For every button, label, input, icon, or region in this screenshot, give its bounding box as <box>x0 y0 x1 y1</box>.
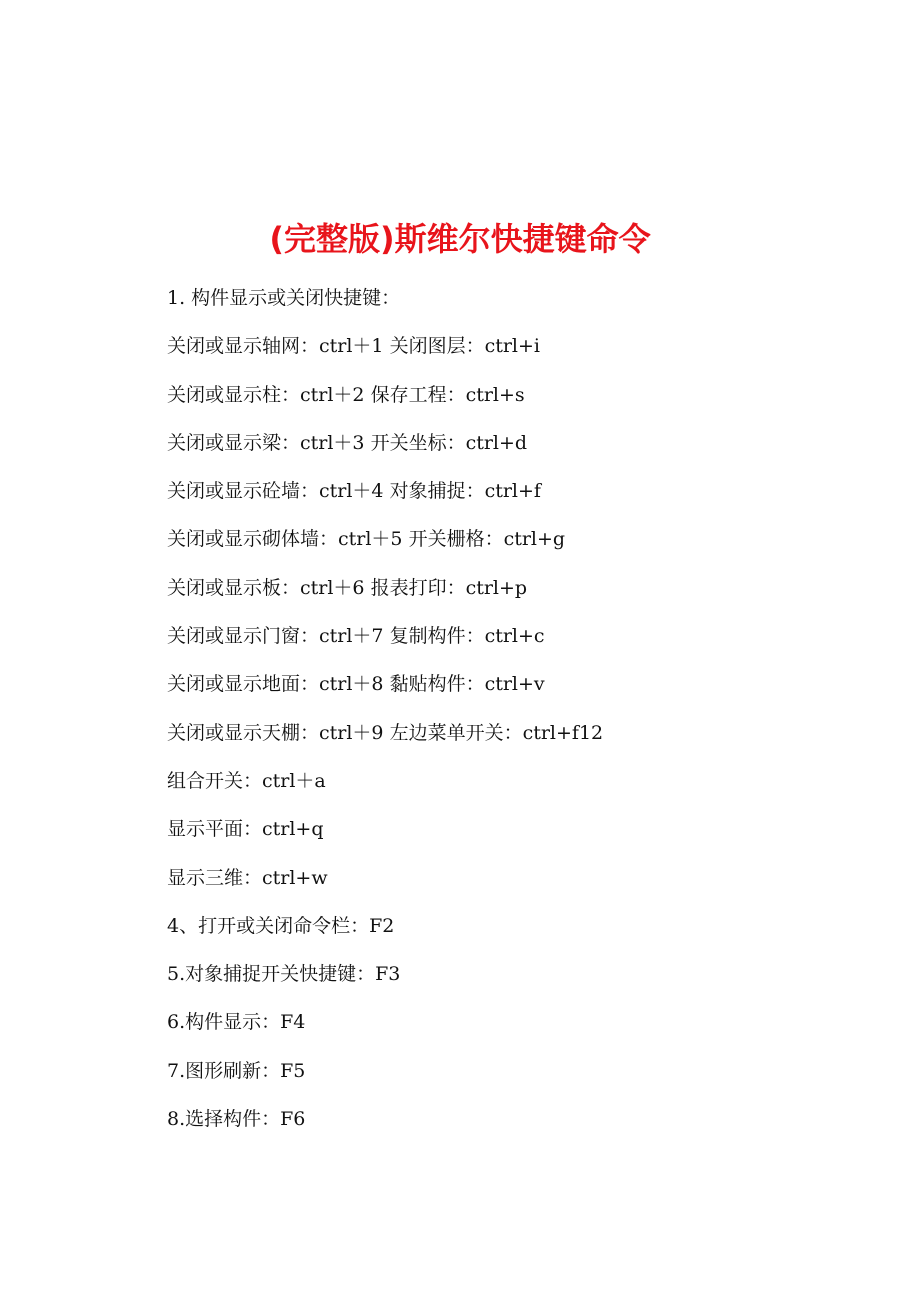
text-line: 8.选择构件：F6 <box>167 1108 306 1131</box>
text-line: 5.对象捕捉开关快捷键：F3 <box>167 963 401 986</box>
text-line: 关闭或显示梁：ctrl＋3 开关坐标：ctrl+d <box>167 431 528 454</box>
text-line: 关闭或显示砼墙：ctrl＋4 对象捕捉：ctrl+f <box>167 480 541 503</box>
text-line: 1. 构件显示或关闭快捷键： <box>167 287 401 309</box>
text-line: 关闭或显示砌体墙：ctrl＋5 开关栅格：ctrl+g <box>167 528 566 551</box>
text-line: 显示三维：ctrl+w <box>167 866 328 889</box>
text-line: 7.图形刷新：F5 <box>167 1059 306 1082</box>
text-line: 组合开关：ctrl＋a <box>167 769 326 792</box>
text-line: 关闭或显示门窗：ctrl＋7 复制构件：ctrl+c <box>167 625 545 648</box>
text-line: 关闭或显示柱：ctrl＋2 保存工程：ctrl+s <box>167 383 525 406</box>
text-line: 4、打开或关闭命令栏：F2 <box>167 914 395 937</box>
text-line: 显示平面：ctrl+q <box>167 818 324 841</box>
document-title: (完整版)斯维尔快捷键命令 <box>269 220 651 259</box>
text-line: 关闭或显示地面：ctrl＋8 黏贴构件：ctrl+v <box>167 673 545 696</box>
document-body <box>167 278 603 1147</box>
text-line: 关闭或显示板：ctrl＋6 报表打印：ctrl+p <box>167 576 528 599</box>
text-line: 关闭或显示轴网：ctrl＋1 关闭图层：ctrl+i <box>167 335 540 358</box>
text-line: 关闭或显示天棚：ctrl＋9 左边菜单开关：ctrl+f12 <box>167 721 604 744</box>
text-line: 6.构件显示：F4 <box>167 1011 306 1034</box>
